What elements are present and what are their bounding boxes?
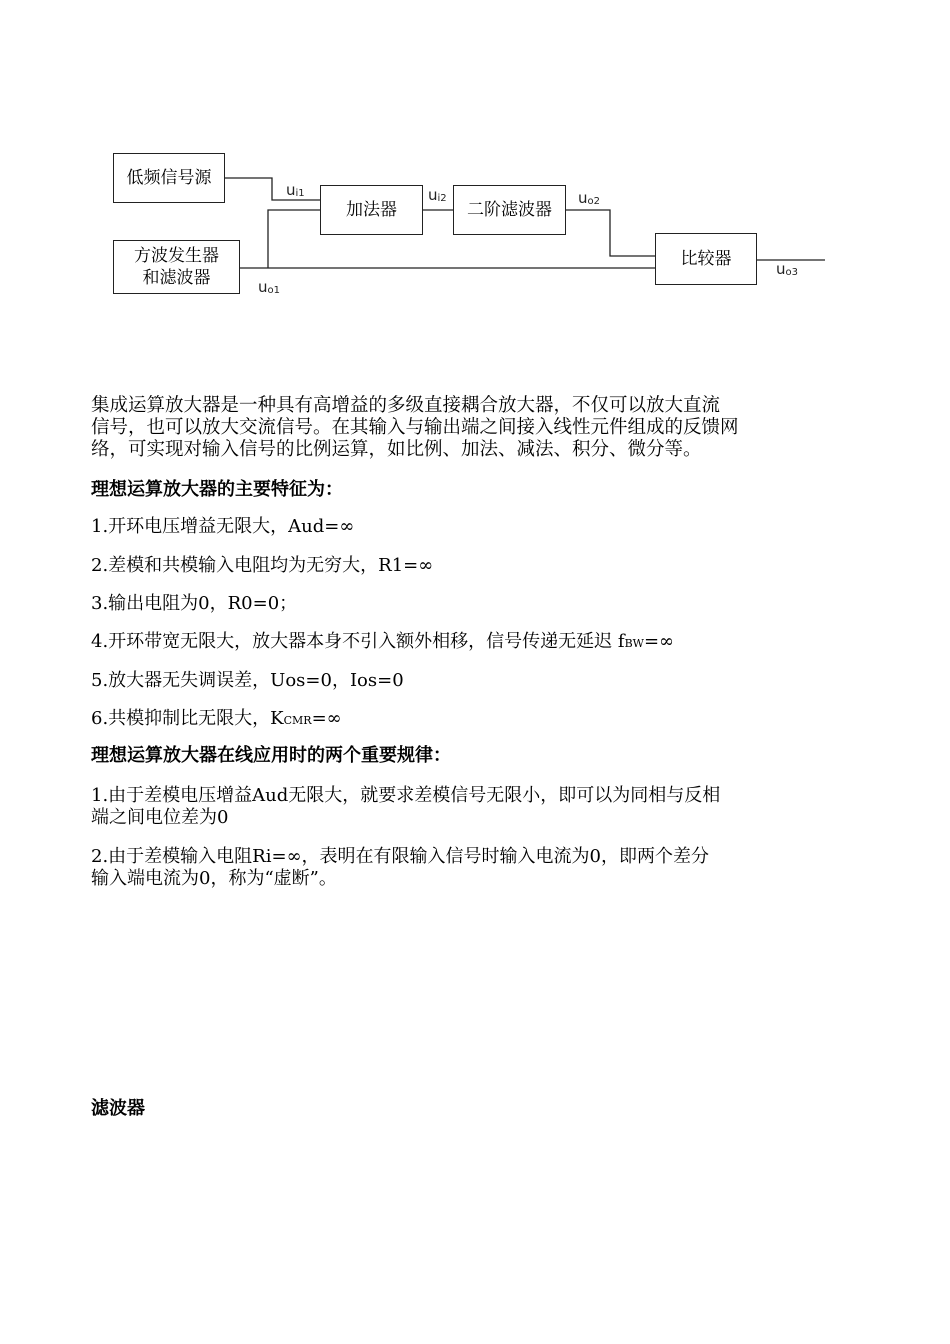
adder-label: 加法器 (346, 200, 397, 220)
square-wave-block (113, 240, 240, 294)
wire-uo2 (566, 210, 655, 256)
low-freq-source-block (113, 153, 225, 203)
rule-1-line-1: 1.由于差模电压增益Aud无限大，就要求差模信号无限小，即可以为同相与反相 (91, 785, 721, 806)
comparator-label: 比较器 (680, 249, 732, 269)
wire-ui1 (225, 178, 320, 200)
signal-chain-diagram (0, 0, 950, 320)
comparator-block (655, 233, 757, 285)
second-order-filter-label: 二阶滤波器 (467, 200, 552, 220)
heading-features: 理想运算放大器的主要特征为： (91, 479, 343, 500)
square-wave-label-1: 方波发生器 (134, 246, 219, 266)
heading-filter: 滤波器 (91, 1098, 145, 1119)
signal-ui2: $u_{i2}$ (428, 186, 447, 204)
feature-1: 1.开环电压增益无限大，Aud=∞ (91, 516, 355, 537)
signal-uo3: $u_{o3}$ (776, 260, 798, 278)
intro-line-2: 信号，也可以放大交流信号。在其输入与输出端之间接入线性元件组成的反馈网 (91, 417, 739, 438)
second-order-filter-block (453, 185, 566, 235)
feature-5: 5.放大器无失调误差，Uos=0，Ios=0 (91, 670, 404, 691)
low-freq-source-label: 低频信号源 (126, 168, 212, 188)
adder-block (320, 185, 423, 235)
rule-2-line-1: 2.由于差模输入电阻Ri=∞，表明在有限输入信号时输入电流为0，即两个差分 (91, 846, 710, 867)
signal-uo2: $u_{o2}$ (578, 189, 600, 207)
square-wave-label-2: 和滤波器 (142, 268, 211, 288)
intro-line-1: 集成运算放大器是一种具有高增益的多级直接耦合放大器，不仅可以放大直流 (91, 395, 721, 416)
feature-6: 6.共模抑制比无限大，KCMR=∞ (91, 708, 342, 729)
intro-line-3: 络，可实现对输入信号的比例运算，如比例、加法、减法、积分、微分等。 (91, 439, 702, 460)
feature-3: 3.输出电阻为0，R0=0； (91, 593, 298, 614)
rule-2-line-2: 输入端电流为0，称为“虚断”。 (91, 868, 337, 889)
heading-rules: 理想运算放大器在线应用时的两个重要规律： (91, 745, 451, 766)
feature-2: 2.差模和共模输入电阻均为无穷大，R1=∞ (91, 555, 434, 576)
feature-4: 4.开环带宽无限大，放大器本身不引入额外相移，信号传递无延迟 fBW=∞ (91, 631, 675, 652)
signal-ui1: $u_{i1}$ (286, 181, 305, 199)
rule-1-line-2: 端之间电位差为0 (91, 807, 229, 828)
signal-uo1: $u_{o1}$ (258, 278, 280, 296)
wire-uo1-to-adder (268, 210, 320, 268)
